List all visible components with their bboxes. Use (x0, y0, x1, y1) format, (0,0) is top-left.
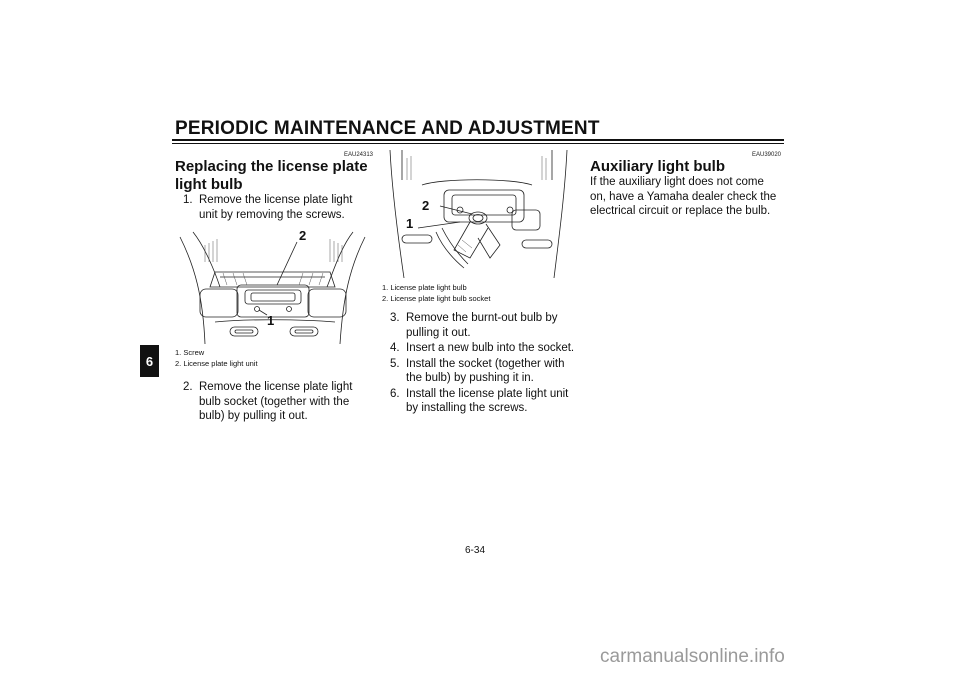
step-text: Remove the license plate light bulb socket (together with the bulb) by pulling it out. (199, 381, 353, 422)
step-number: 4. (390, 342, 400, 354)
header-rule-thin (172, 143, 784, 144)
step-item (390, 341, 578, 356)
step-text: Install the license plate light unit by installing the screws. (406, 387, 569, 414)
left-section-title-line2: light bulb (175, 176, 243, 193)
page-number: 6-34 (465, 545, 486, 556)
step-number: 2. (183, 381, 193, 393)
left-section-title-line1: Replacing the license plate (175, 158, 368, 175)
step-item (390, 357, 578, 386)
step-item (390, 311, 578, 340)
page-header-title: PERIODIC MAINTENANCE AND ADJUSTMENT (175, 118, 600, 139)
step-number: 5. (390, 357, 400, 370)
step-text: Insert a new bulb into the socket. (406, 342, 575, 354)
bulb-socket-figure (382, 150, 577, 278)
step-item (183, 380, 371, 424)
step-number: 1. (183, 194, 193, 206)
bulb-socket-illustration (382, 150, 577, 278)
header-rule (172, 139, 784, 141)
step-text: Remove the burnt-out bulb by pulling it out. (406, 312, 558, 339)
caption-line: 2. License plate light bulb socket (382, 294, 491, 303)
left-section-code: EAU24313 (344, 152, 374, 158)
figure-label-2: 2 (299, 228, 307, 243)
figure-label-1: 1 (267, 313, 275, 328)
figure-label-1: 1 (406, 216, 414, 231)
step-item (390, 387, 578, 416)
middle-figure-captions (382, 282, 582, 304)
right-section-code: EAU39020 (752, 152, 782, 158)
watermark: carmanualsonline.info (600, 646, 785, 667)
step-number: 6. (390, 387, 400, 400)
middle-steps (390, 311, 578, 417)
chapter-tab: 6 (140, 345, 159, 377)
caption-line: 2. License plate light unit (175, 359, 258, 368)
caption-line: 1. License plate light bulb (382, 283, 467, 292)
left-figure-captions (175, 347, 375, 369)
license-plate-unit-figure (175, 227, 370, 344)
right-section-title: Auxiliary light bulb (590, 158, 726, 175)
left-section-title (175, 158, 375, 194)
figure-label-2: 2 (422, 198, 430, 213)
left-steps-a (183, 193, 370, 223)
left-steps-b (183, 380, 371, 425)
step-item (183, 193, 370, 222)
step-text: Install the socket (together with the bulb) by pushing it in. (406, 357, 565, 384)
right-paragraph: If the auxiliary light does not come on, have a Yamaha dealer check the electrical circuit or replace the bulb. (590, 176, 777, 217)
rear-fender-illustration (175, 227, 370, 344)
step-text: Remove the license plate light unit by removing the screws. (199, 194, 353, 221)
caption-line: 1. Screw (175, 348, 205, 357)
step-number: 3. (390, 312, 400, 324)
